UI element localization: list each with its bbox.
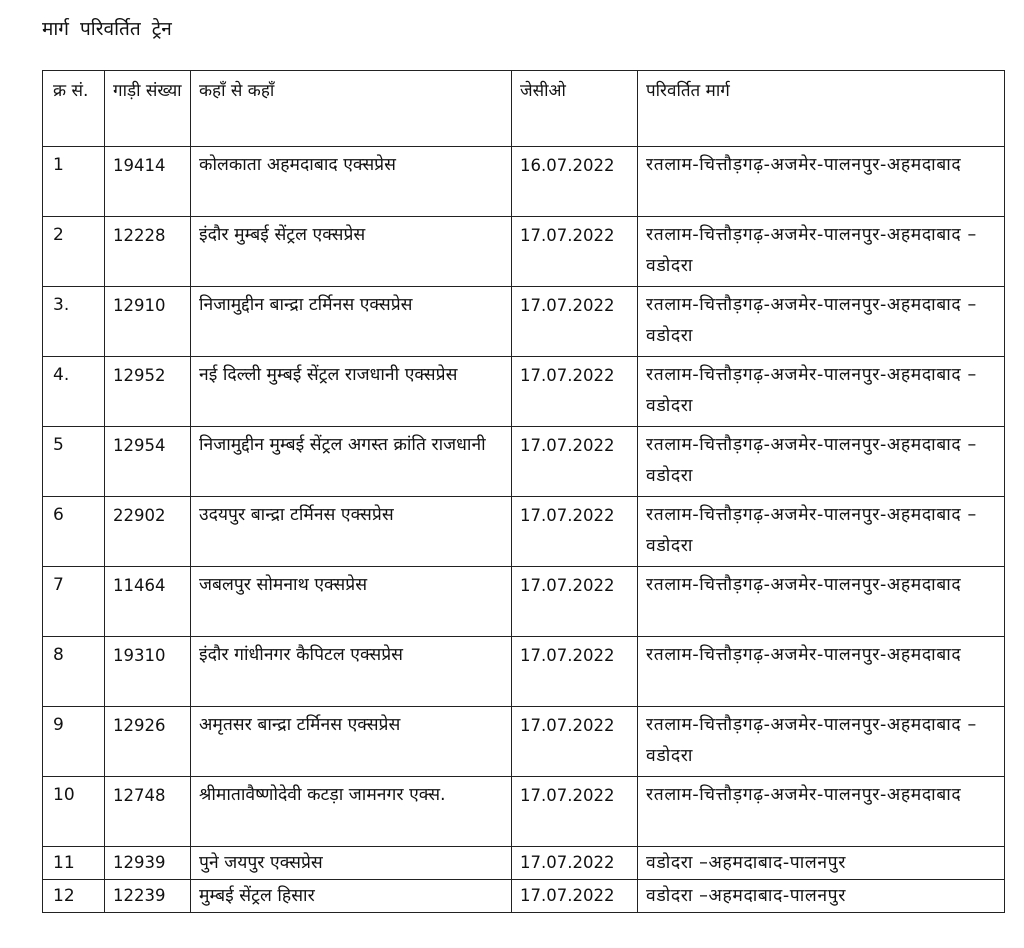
table-row bbox=[43, 707, 1005, 777]
cell-diverted-route: रतलाम-चित्तौड़गढ़-अजमेर-पालनपुर-अहमदाबाद bbox=[638, 637, 1005, 707]
cell-diverted-route: रतलाम-चित्तौड़गढ़-अजमेर-पालनपुर-अहमदाबाद bbox=[638, 777, 1005, 847]
cell-sr-no: 12 bbox=[43, 880, 105, 913]
cell-train-name: उदयपुर बान्द्रा टर्मिनस एक्सप्रेस bbox=[191, 497, 512, 567]
table-row bbox=[43, 497, 1005, 567]
cell-sr-no: 11 bbox=[43, 847, 105, 880]
cell-sr-no: 6 bbox=[43, 497, 105, 567]
table-row bbox=[43, 427, 1005, 497]
cell-train-no: 12228 bbox=[105, 217, 191, 287]
cell-diverted-route: रतलाम-चित्तौड़गढ़-अजमेर-पालनपुर-अहमदाबाद –वडोदरा bbox=[638, 217, 1005, 287]
header-train-no: गाड़ी संख्या bbox=[105, 71, 191, 147]
table-row bbox=[43, 777, 1005, 847]
page-title: मार्ग परिवर्तित ट्रेन bbox=[42, 18, 172, 40]
cell-jcio-date: 17.07.2022 bbox=[512, 287, 638, 357]
cell-diverted-route: रतलाम-चित्तौड़गढ़-अजमेर-पालनपुर-अहमदाबाद –वडोदरा bbox=[638, 497, 1005, 567]
cell-diverted-route: रतलाम-चित्तौड़गढ़-अजमेर-पालनपुर-अहमदाबाद –वडोदरा bbox=[638, 427, 1005, 497]
table-header-row bbox=[43, 71, 1005, 147]
header-diverted-route: परिवर्तित मार्ग bbox=[638, 71, 1005, 147]
cell-train-no: 12910 bbox=[105, 287, 191, 357]
cell-jcio-date: 17.07.2022 bbox=[512, 880, 638, 913]
table-row bbox=[43, 567, 1005, 637]
cell-train-name: मुम्बई सेंट्रल हिसार bbox=[191, 880, 512, 913]
cell-jcio-date: 16.07.2022 bbox=[512, 147, 638, 217]
cell-sr-no: 3. bbox=[43, 287, 105, 357]
cell-train-name: इंदौर मुम्बई सेंट्रल एक्सप्रेस bbox=[191, 217, 512, 287]
cell-diverted-route: वडोदरा –अहमदाबाद-पालनपुर bbox=[638, 880, 1005, 913]
cell-sr-no: 9 bbox=[43, 707, 105, 777]
cell-train-no: 12239 bbox=[105, 880, 191, 913]
cell-sr-no: 4. bbox=[43, 357, 105, 427]
cell-train-no: 12926 bbox=[105, 707, 191, 777]
cell-train-name: कोलकाता अहमदाबाद एक्सप्रेस bbox=[191, 147, 512, 217]
cell-diverted-route: रतलाम-चित्तौड़गढ़-अजमेर-पालनपुर-अहमदाबाद –वडोदरा bbox=[638, 707, 1005, 777]
cell-sr-no: 7 bbox=[43, 567, 105, 637]
table-row bbox=[43, 880, 1005, 913]
cell-diverted-route: रतलाम-चित्तौड़गढ़-अजमेर-पालनपुर-अहमदाबाद bbox=[638, 147, 1005, 217]
header-from-to: कहाँ से कहाँ bbox=[191, 71, 512, 147]
cell-train-no: 11464 bbox=[105, 567, 191, 637]
table-row bbox=[43, 287, 1005, 357]
cell-train-name: नई दिल्ली मुम्बई सेंट्रल राजधानी एक्सप्रेस bbox=[191, 357, 512, 427]
cell-train-no: 22902 bbox=[105, 497, 191, 567]
cell-train-name: पुने जयपुर एक्सप्रेस bbox=[191, 847, 512, 880]
cell-diverted-route: वडोदरा –अहमदाबाद-पालनपुर bbox=[638, 847, 1005, 880]
cell-jcio-date: 17.07.2022 bbox=[512, 637, 638, 707]
header-jcio: जेसीओ bbox=[512, 71, 638, 147]
diverted-trains-table bbox=[42, 70, 1005, 913]
table-row bbox=[43, 847, 1005, 880]
cell-sr-no: 8 bbox=[43, 637, 105, 707]
cell-jcio-date: 17.07.2022 bbox=[512, 707, 638, 777]
cell-jcio-date: 17.07.2022 bbox=[512, 847, 638, 880]
header-sr-no: क्र सं. bbox=[43, 71, 105, 147]
cell-train-name: निजामुद्दीन मुम्बई सेंट्रल अगस्त क्रांति राजधानी bbox=[191, 427, 512, 497]
cell-jcio-date: 17.07.2022 bbox=[512, 427, 638, 497]
cell-sr-no: 10 bbox=[43, 777, 105, 847]
cell-sr-no: 5 bbox=[43, 427, 105, 497]
cell-diverted-route: रतलाम-चित्तौड़गढ़-अजमेर-पालनपुर-अहमदाबाद –वडोदरा bbox=[638, 287, 1005, 357]
table-row bbox=[43, 357, 1005, 427]
cell-jcio-date: 17.07.2022 bbox=[512, 497, 638, 567]
cell-jcio-date: 17.07.2022 bbox=[512, 357, 638, 427]
cell-jcio-date: 17.07.2022 bbox=[512, 567, 638, 637]
cell-train-name: जबलपुर सोमनाथ एक्सप्रेस bbox=[191, 567, 512, 637]
cell-train-name: निजामुद्दीन बान्द्रा टर्मिनस एक्सप्रेस bbox=[191, 287, 512, 357]
cell-diverted-route: रतलाम-चित्तौड़गढ़-अजमेर-पालनपुर-अहमदाबाद –वडोदरा bbox=[638, 357, 1005, 427]
table-row bbox=[43, 147, 1005, 217]
table-row bbox=[43, 637, 1005, 707]
cell-sr-no: 1 bbox=[43, 147, 105, 217]
cell-train-no: 19414 bbox=[105, 147, 191, 217]
table-row bbox=[43, 217, 1005, 287]
cell-sr-no: 2 bbox=[43, 217, 105, 287]
cell-diverted-route: रतलाम-चित्तौड़गढ़-अजमेर-पालनपुर-अहमदाबाद bbox=[638, 567, 1005, 637]
cell-train-name: श्रीमातावैष्णोदेवी कटड़ा जामनगर एक्स. bbox=[191, 777, 512, 847]
cell-train-no: 12954 bbox=[105, 427, 191, 497]
cell-train-name: अमृतसर बान्द्रा टर्मिनस एक्सप्रेस bbox=[191, 707, 512, 777]
cell-train-no: 19310 bbox=[105, 637, 191, 707]
cell-train-no: 12748 bbox=[105, 777, 191, 847]
cell-jcio-date: 17.07.2022 bbox=[512, 217, 638, 287]
cell-train-no: 12952 bbox=[105, 357, 191, 427]
cell-train-name: इंदौर गांधीनगर कैपिटल एक्सप्रेस bbox=[191, 637, 512, 707]
cell-jcio-date: 17.07.2022 bbox=[512, 777, 638, 847]
cell-train-no: 12939 bbox=[105, 847, 191, 880]
